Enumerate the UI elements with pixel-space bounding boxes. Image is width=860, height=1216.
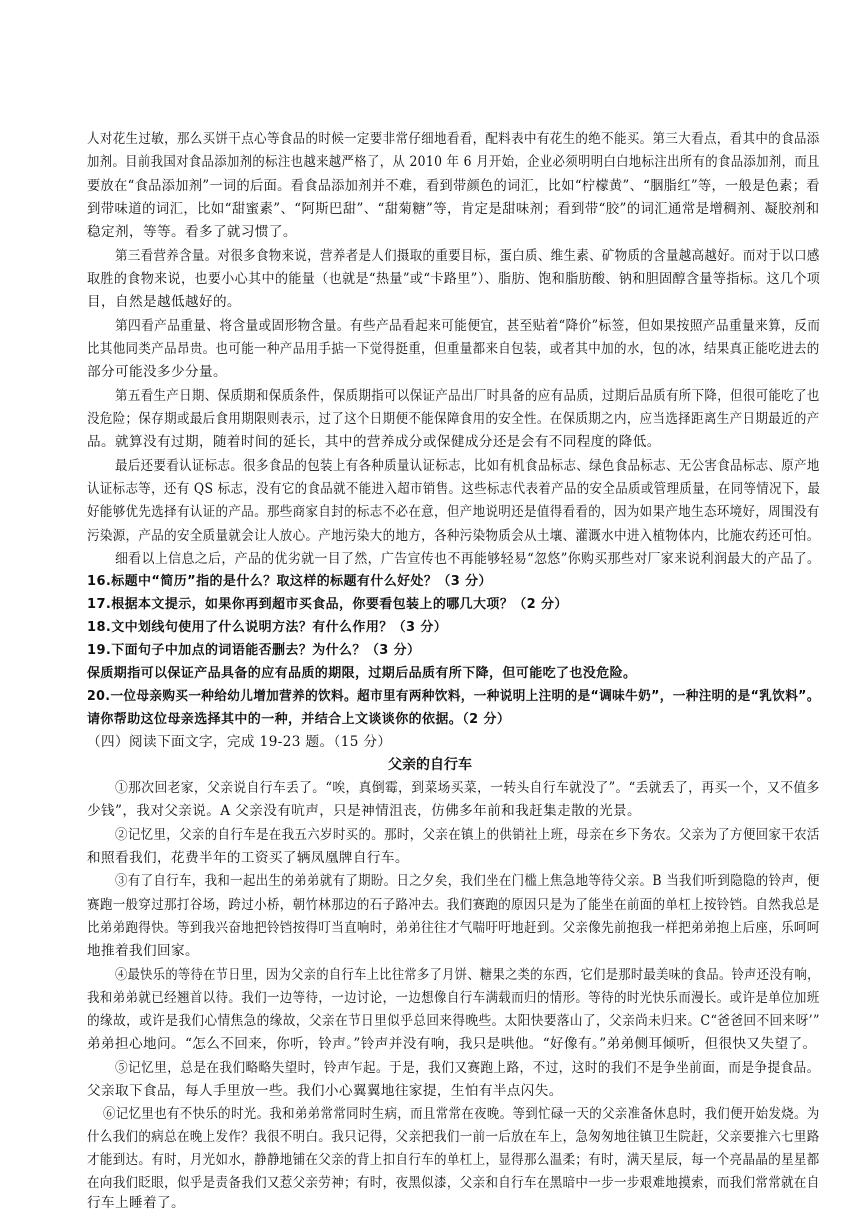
text-line: ④最快乐的等待在节日里，因为父亲的自行车上比往常多了月饼、糖果之类的东西，它们是那时最美味的食品。铃声还没有响， bbox=[115, 967, 820, 983]
text-line: 取胜的食物来说，也要小心其中的能量（也就是“热量”或“卡路里”）、脂肪、饱和脂肪酸、钠和胆固醇含量等指标。这几个项 bbox=[87, 271, 821, 287]
section-heading: （四）阅读下面文字，完成 19-23 题。（15 分） bbox=[87, 734, 392, 750]
text-line: 赛跑一般穿过那打谷场，跨过小桥，朝竹林那边的石子路冲去。我们赛跑的原因只是为了能坐在前面的单杠上按铃铛。自然我总是 bbox=[87, 897, 820, 913]
text-line: 少钱”，我对父亲说。A 父亲没有吭声，只是神情沮丧，仿佛多年前和我赶集走散的光景。 bbox=[87, 803, 642, 819]
question-16: 16.标题中“简历”指的是什么？取这样的标题有什么好处？（3 分） bbox=[87, 574, 492, 589]
text-line: 才能到达。有时，月光如水，静静地铺在父亲的背上扣自行车的单杠上，显得那么温柔；有时，满天星辰，每一个亮晶晶的星星都 bbox=[87, 1152, 820, 1168]
text-line: ⑤记忆里，总是在我们略略失望时，铃声乍起。于是，我们又赛跑上路，不过，这时的我们不是争坐前面，而是争提食品。 bbox=[115, 1060, 820, 1076]
text-line: 到带味道的词汇，比如“甜蜜素”、“阿斯巴甜”、“甜菊糖”等，肯定是甜味剂；看到带“胶”的词汇通常是增稠剂、凝胶剂和 bbox=[87, 201, 820, 217]
text-line: 加剂。目前我国对食品添加剂的标注也越来越严格了，从 2010 年 6 月开始，企业必须明明白白地标注出所有的食品添加剂，而且 bbox=[87, 154, 820, 170]
text-line: ③有了自行车，我和一起出生的弟弟就有了期盼。日之夕矣，我们坐在门槛上焦急地等待父亲。B 当我们听到隐隐的铃声，便 bbox=[115, 873, 820, 889]
text-line: 的缘故，或许是我们心情焦急的缘故，父亲在节日里似乎总回来得晚些。太阳快要落山了，父亲尚未归来。C“爸爸回不回来呀’” bbox=[87, 1013, 820, 1029]
text-line: 认证标志等，还有 QS 标志，没有它的食品就不能进入超市销售。这些标志代表着产品的安全品质或管理质量，在同等情况下，最 bbox=[87, 481, 821, 497]
text-line: 地推着我们回家。 bbox=[87, 943, 199, 959]
question-19-sentence: 保质期指可以保证产品具备的应有品质的期限，过期后品质有所下降，但可能吃了也没危险。 bbox=[87, 666, 637, 681]
question-17: 17.根据本文提示，如果你再到超市买食品，你要看包装上的哪几大项？（2 分） bbox=[87, 597, 568, 612]
question-19: 19.下面句子中加点的词语能否删去？为什么？（3 分） bbox=[87, 643, 421, 658]
text-line: ⑥记忆里也有不快乐的时光。我和弟弟常常同时生病，而且常常在夜晚。等到忙碌一天的父亲准备休息时，我们便开始发烧。为 bbox=[103, 1106, 820, 1122]
text-line: 污染源，产品的安全质量就会让人放心。产地污染大的地方，各种污染物质会从土壤、灌溉水中进入植物体内，比施农药还可怕。 bbox=[87, 528, 820, 544]
text-line: 稳定剂，等等。看多了就习惯了。 bbox=[87, 224, 297, 240]
text-line: 好能够优先选择有认证的产品。那些商家自封的标志不必在意，但产地说明还是值得看看的，因为如果产地生态环境好，周围没有 bbox=[87, 504, 820, 520]
text-line: 弟弟担心地问。“怎么不回来，你听，铃声。”铃声并没有响，我只是哄他。“好像有。”弟弟侧耳倾听，但很快又失望了。 bbox=[87, 1036, 817, 1052]
text-line: 什么我们的病总在晚上发作？我很不明白。我只记得，父亲把我们一前一后放在车上，急匆匆地往镇卫生院赶，父亲要推六七里路 bbox=[87, 1129, 820, 1145]
text-line: 目，自然是越低越好的。 bbox=[87, 294, 241, 310]
text-line: 和照看我们，花费半年的工资买了辆凤凰牌自行车。 bbox=[87, 850, 409, 866]
text-line: 要放在“食品添加剂”一词的后面。看食品添加剂并不难，看到带颜色的词汇，比如“柠檬黄”、“胭脂红”等，一般是色素；看 bbox=[87, 178, 820, 194]
text-line: ①那次回老家，父亲说自行车丢了。“唉，真倒霉，到菜场买菜，一转头自行车就没了”。“丢就丢了，再买一个，又不值多 bbox=[115, 780, 820, 796]
question-20-cont: 请你帮助这位母亲选择其中的一种，并结合上文谈谈你的依据。（2 分） bbox=[87, 712, 511, 727]
question-20: 20.一位母亲购买一种给幼儿增加营养的饮料。超市里有两种饮料，一种说明上注明的是“调味牛奶”，一种注明的是“乳饮料”。 bbox=[87, 689, 820, 704]
text-line: 我和弟弟就已经翘首以待。我们一边等待，一边讨论，一边想像自行车满载而归的情形。等待的时光快乐而漫长。或许是单位加班 bbox=[87, 990, 820, 1006]
text-line: 人对花生过敏，那么买饼干点心等食品的时候一定要非常仔细地看看，配料表中有花生的绝不能买。第三大看点，看其中的食品添 bbox=[87, 131, 820, 147]
text-line: ②记忆里，父亲的自行车是在我五六岁时买的。那时，父亲在镇上的供销社上班，母亲在乡下务农。父亲为了方便回家干农活 bbox=[115, 827, 820, 843]
text-line: 部分可能没多少分量。 bbox=[87, 364, 227, 380]
text-line: 细看以上信息之后，产品的优劣就一目了然，广告宣传也不再能够轻易“忽悠”你购买那些对厂家来说利润最大的产品了。 bbox=[115, 551, 821, 567]
text-line: 比弟弟跑得快。等到我兴奋地把铃铛按得叮当直响时，弟弟往往才气喘吁吁地赶到。父亲像先前抱我一样把弟弟抱上后座，乐呵呵 bbox=[87, 920, 820, 936]
passage-title: 父亲的自行车 bbox=[388, 757, 472, 773]
text-line: 品。就算没有过期，随着时间的延长，其中的营养成分或保健成分还是会有不同程度的降低。 bbox=[87, 434, 661, 450]
text-line: 第四看产品重量、将含量或固形物含量。有些产品看起来可能便宜，甚至贴着“降价”标签，但如果按照产品重量来算，反而 bbox=[115, 318, 821, 334]
text-line: 行车上睡着了。 bbox=[87, 1195, 185, 1211]
text-line: 最后还要看认证标志。很多食品的包装上有各种质量认证标志，比如有机食品标志、绿色食品标志、无公害食品标志、原产地 bbox=[115, 458, 820, 474]
text-line: 第三看营养含量。对很多食物来说，营养者是人们摄取的重要目标，蛋白质、维生素、矿物质的含量越高越好。而对于以口感 bbox=[115, 248, 820, 264]
text-line: 在向我们眨眼，似乎是责备我们又惹父亲劳神；有时，夜黑似漆，父亲和自行车在黑暗中一步一步艰难地摸索，而我们常常就在自 bbox=[87, 1175, 820, 1191]
text-line: 第五看生产日期、保质期和保质条件，保质期指可以保证产品出厂时具备的应有品质，过期后品质有所下降，但很可能吃了也 bbox=[115, 388, 820, 404]
text-line: 比其他同类产品昂贵。也可能一种产品用手掂一下觉得挺重，但重量都来自包装，或者其中加的水，包的冰，结果真正能吃进去的 bbox=[87, 341, 820, 357]
question-18: 18.文中划线句使用了什么说明方法？有什么作用？（3 分） bbox=[87, 620, 448, 635]
text-line: 没危险；保存期或最后食用期限则表示，过了这个日期便不能保障食用的安全性。在保质期之内，应当选择距离生产日期最近的产 bbox=[87, 411, 820, 427]
text-line: 父亲取下食品，每人手里放一些。我们小心翼翼地往家提，生怕有半点闪失。 bbox=[87, 1083, 563, 1099]
